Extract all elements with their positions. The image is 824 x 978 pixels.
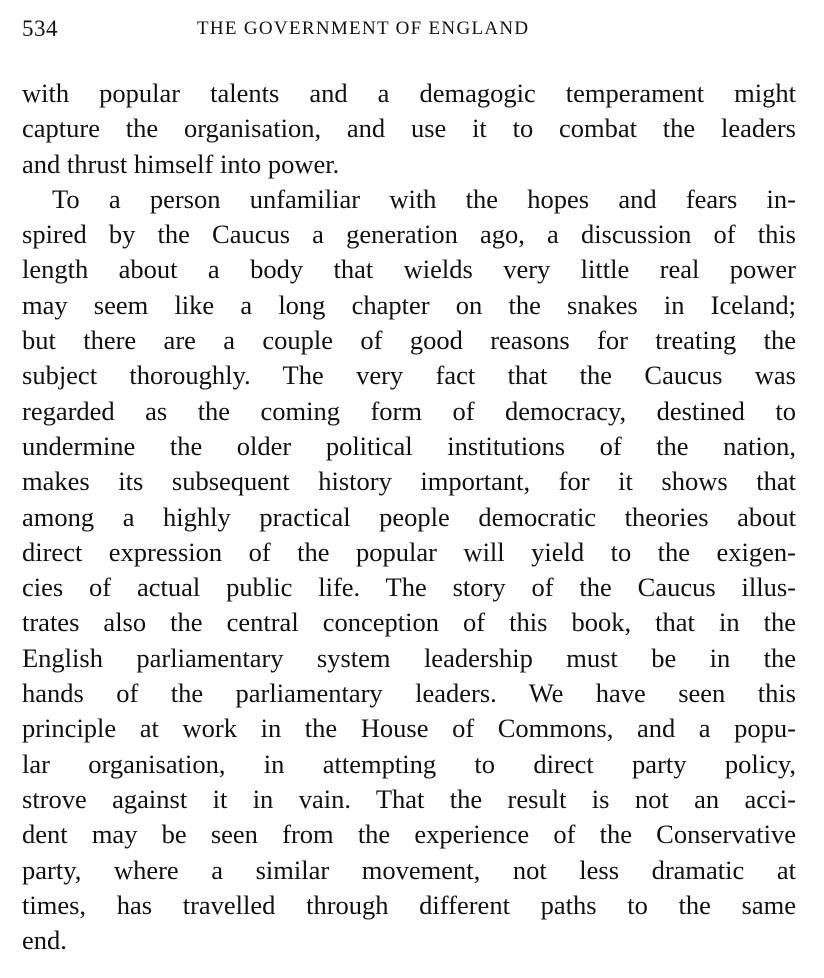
text-line: undermine the older political institutions of the nation, bbox=[22, 430, 796, 461]
text-line: trates also the central conception of this book, that in the bbox=[22, 607, 796, 638]
text-line: and thrust himself into power. bbox=[22, 148, 340, 179]
text-line: among a highly practical people democratic theories about bbox=[22, 501, 796, 532]
running-title: THE GOVERNMENT OF ENGLAND bbox=[197, 18, 530, 39]
text-line: hands of the parliamentary leaders. We have seen this bbox=[22, 678, 796, 709]
text-line: principle at work in the House of Commons, and a popu- bbox=[22, 713, 796, 744]
text-line: spired by the Caucus a generation ago, a discussion of this bbox=[22, 219, 796, 250]
paragraph-first-line: To a person unfamiliar with the hopes and fears in- bbox=[52, 183, 796, 214]
text-line: lar organisation, in attempting to direct party policy, bbox=[22, 748, 796, 779]
text-line: regarded as the coming form of democracy, destined to bbox=[22, 395, 796, 426]
body-text bbox=[22, 76, 796, 958]
text-line: times, has travelled through different paths to the same bbox=[22, 889, 796, 920]
text-line: makes its subsequent history important, for it shows that bbox=[22, 466, 796, 497]
text-line: cies of actual public life. The story of the Caucus illus- bbox=[22, 572, 796, 603]
text-line: party, where a similar movement, not less dramatic at bbox=[22, 854, 796, 885]
text-line: end. bbox=[22, 925, 67, 956]
text-line: may seem like a long chapter on the snakes in Iceland; bbox=[22, 289, 796, 320]
page-number: 534 bbox=[22, 16, 58, 41]
text-line: direct expression of the popular will yield to the exigen- bbox=[22, 536, 796, 567]
text-line: dent may be seen from the experience of the Conservative bbox=[22, 819, 796, 850]
text-line: English parliamentary system leadership must be in the bbox=[22, 642, 796, 673]
text-line: but there are a couple of good reasons for treating the bbox=[22, 325, 796, 356]
page-header bbox=[22, 8, 802, 44]
text-line: subject thoroughly. The very fact that the Caucus was bbox=[22, 360, 796, 391]
text-line: length about a body that wields very little real power bbox=[22, 254, 796, 285]
text-line: with popular talents and a demagogic temperament might bbox=[22, 78, 796, 108]
text-line: strove against it in vain. That the result is not an acci- bbox=[22, 783, 796, 814]
text-line: capture the organisation, and use it to combat the leaders bbox=[22, 113, 796, 144]
